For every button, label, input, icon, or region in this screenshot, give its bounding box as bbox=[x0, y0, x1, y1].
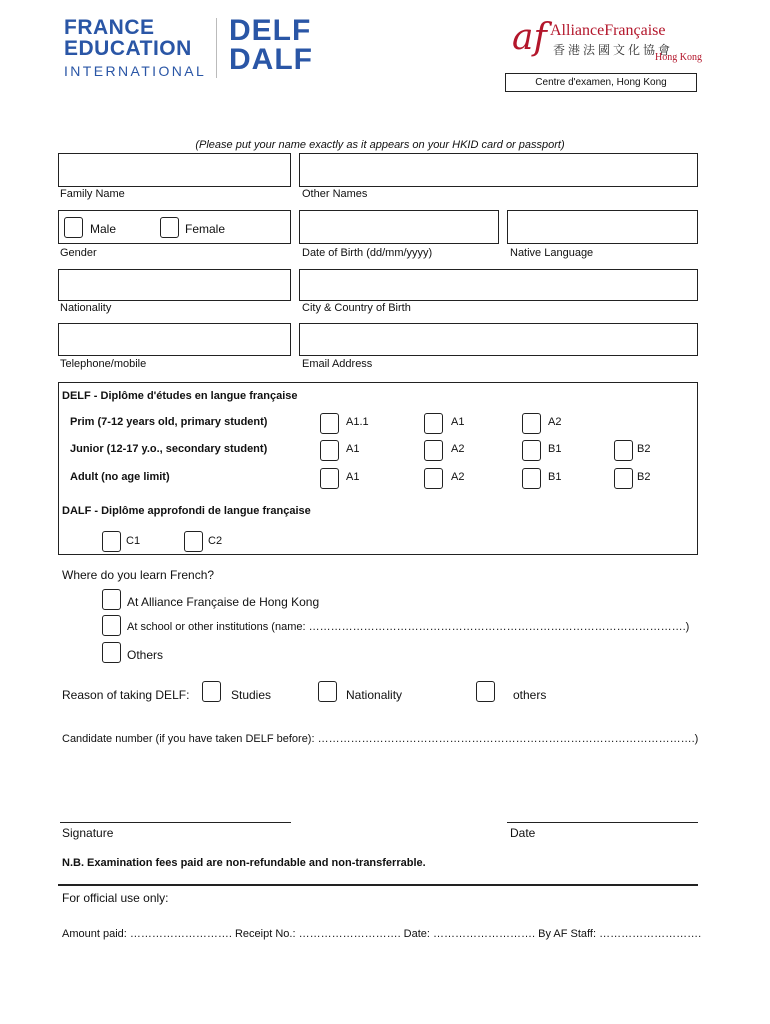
junior-a1-label: A1 bbox=[346, 443, 360, 455]
adult-b2-checkbox[interactable] bbox=[614, 468, 633, 489]
reason-studies-label: Studies bbox=[231, 688, 272, 702]
learn-others-checkbox[interactable] bbox=[102, 642, 121, 663]
adult-b2-label: B2 bbox=[637, 471, 651, 483]
dalf-title: DALF - Diplôme approfondi de langue française bbox=[62, 505, 311, 517]
adult-a2-label: A2 bbox=[451, 471, 465, 483]
official-title: For official use only: bbox=[62, 891, 169, 905]
name-note: (Please put your name exactly as it appears on your HKID card or passport) bbox=[195, 139, 565, 151]
male-label: Male bbox=[90, 222, 117, 236]
adult-a1-checkbox[interactable] bbox=[320, 468, 339, 489]
dalf-c1-checkbox[interactable] bbox=[102, 531, 121, 552]
junior-b1-checkbox[interactable] bbox=[522, 440, 541, 461]
junior-a2-label: A2 bbox=[451, 443, 465, 455]
delf-dalf-logo bbox=[229, 16, 313, 74]
telephone-label: Telephone/mobile bbox=[60, 358, 147, 370]
junior-a2-checkbox[interactable] bbox=[424, 440, 443, 461]
family-name-field[interactable] bbox=[58, 153, 291, 187]
prim-a11-checkbox[interactable] bbox=[320, 413, 339, 434]
af-logo-name: AllianceFrançaise bbox=[550, 22, 666, 39]
dob-label: Date of Birth (dd/mm/yyyy) bbox=[302, 247, 433, 259]
dalf-c2-label: C2 bbox=[208, 535, 223, 547]
adult-a2-checkbox[interactable] bbox=[424, 468, 443, 489]
learn-others-label: Others bbox=[127, 648, 164, 662]
female-label: Female bbox=[185, 222, 226, 236]
reason-others-checkbox[interactable] bbox=[476, 681, 495, 702]
city-country-field[interactable] bbox=[299, 269, 698, 301]
fei-line1: FRANCE bbox=[64, 16, 155, 39]
adult-b1-checkbox[interactable] bbox=[522, 468, 541, 489]
logo-divider bbox=[216, 18, 217, 78]
dalf-c1-label: C1 bbox=[126, 535, 141, 547]
gender-label: Gender bbox=[60, 247, 97, 259]
native-language-field[interactable] bbox=[507, 210, 698, 244]
signature-line[interactable] bbox=[60, 822, 291, 823]
junior-label: Junior (12-17 y.o., secondary student) bbox=[70, 443, 268, 455]
nationality-field[interactable] bbox=[58, 269, 291, 301]
reason-others-label: others bbox=[513, 688, 547, 702]
prim-label: Prim (7-12 years old, primary student) bbox=[70, 416, 268, 428]
fees-note: N.B. Examination fees paid are non-refundable and non-transferrable. bbox=[62, 857, 426, 869]
af-logo-chinese: 香港法國文化協會 bbox=[553, 43, 674, 57]
signature-label: Signature bbox=[62, 826, 114, 840]
af-logo-city: Hong Kong bbox=[655, 52, 702, 63]
date-label: Date bbox=[510, 826, 536, 840]
other-names-label: Other Names bbox=[302, 188, 368, 200]
fei-line2: EDUCATION bbox=[64, 37, 192, 60]
af-logo-mark: af bbox=[512, 17, 547, 58]
delf-title: DELF - Diplôme d'études en langue française bbox=[62, 390, 298, 402]
candidate-number: Candidate number (if you have taken DELF before): ………………………………………………………………………………………….) bbox=[62, 733, 699, 745]
junior-b2-label: B2 bbox=[637, 443, 651, 455]
dob-field[interactable] bbox=[299, 210, 499, 244]
fei-line3: INTERNATIONAL bbox=[64, 63, 207, 79]
reason-nationality-checkbox[interactable] bbox=[318, 681, 337, 702]
delf-text: DELF bbox=[229, 14, 312, 47]
adult-a1-label: A1 bbox=[346, 471, 360, 483]
prim-a11-label: A1.1 bbox=[346, 416, 369, 428]
nationality-label: Nationality bbox=[60, 302, 112, 314]
reason-nationality-label: Nationality bbox=[346, 688, 403, 702]
prim-a1-label: A1 bbox=[451, 416, 465, 428]
prim-a1-checkbox[interactable] bbox=[424, 413, 443, 434]
female-checkbox[interactable] bbox=[160, 217, 179, 238]
prim-a2-label: A2 bbox=[548, 416, 562, 428]
other-names-field[interactable] bbox=[299, 153, 698, 187]
learn-school-label: At school or other institutions (name: ………………………………………………………………………………………….) bbox=[127, 621, 690, 633]
official-divider bbox=[58, 884, 698, 886]
city-country-label: City & Country of Birth bbox=[302, 302, 411, 314]
reason-label: Reason of taking DELF: bbox=[62, 688, 190, 702]
learn-af-label: At Alliance Française de Hong Kong bbox=[127, 595, 320, 609]
fei-logo bbox=[64, 17, 192, 59]
junior-b1-label: B1 bbox=[548, 443, 562, 455]
junior-b2-checkbox[interactable] bbox=[614, 440, 633, 461]
email-label: Email Address bbox=[302, 358, 373, 370]
prim-a2-checkbox[interactable] bbox=[522, 413, 541, 434]
exam-centre-box: Centre d'examen, Hong Kong bbox=[505, 73, 697, 92]
native-language-label: Native Language bbox=[510, 247, 594, 259]
dalf-c2-checkbox[interactable] bbox=[184, 531, 203, 552]
email-field[interactable] bbox=[299, 323, 698, 356]
adult-b1-label: B1 bbox=[548, 471, 562, 483]
learn-school-checkbox[interactable] bbox=[102, 615, 121, 636]
family-name-label: Family Name bbox=[60, 188, 125, 200]
learn-question: Where do you learn French? bbox=[62, 568, 215, 582]
dalf-text: DALF bbox=[229, 43, 313, 76]
date-line[interactable] bbox=[507, 822, 698, 823]
official-line: Amount paid: ………………………. Receipt No.: ………………………. Date: ………………………. By AF Staff: ………………………. bbox=[62, 928, 702, 940]
telephone-field[interactable] bbox=[58, 323, 291, 356]
learn-af-checkbox[interactable] bbox=[102, 589, 121, 610]
exam-selection-box bbox=[58, 382, 698, 555]
male-checkbox[interactable] bbox=[64, 217, 83, 238]
adult-label: Adult (no age limit) bbox=[70, 471, 170, 483]
junior-a1-checkbox[interactable] bbox=[320, 440, 339, 461]
reason-studies-checkbox[interactable] bbox=[202, 681, 221, 702]
